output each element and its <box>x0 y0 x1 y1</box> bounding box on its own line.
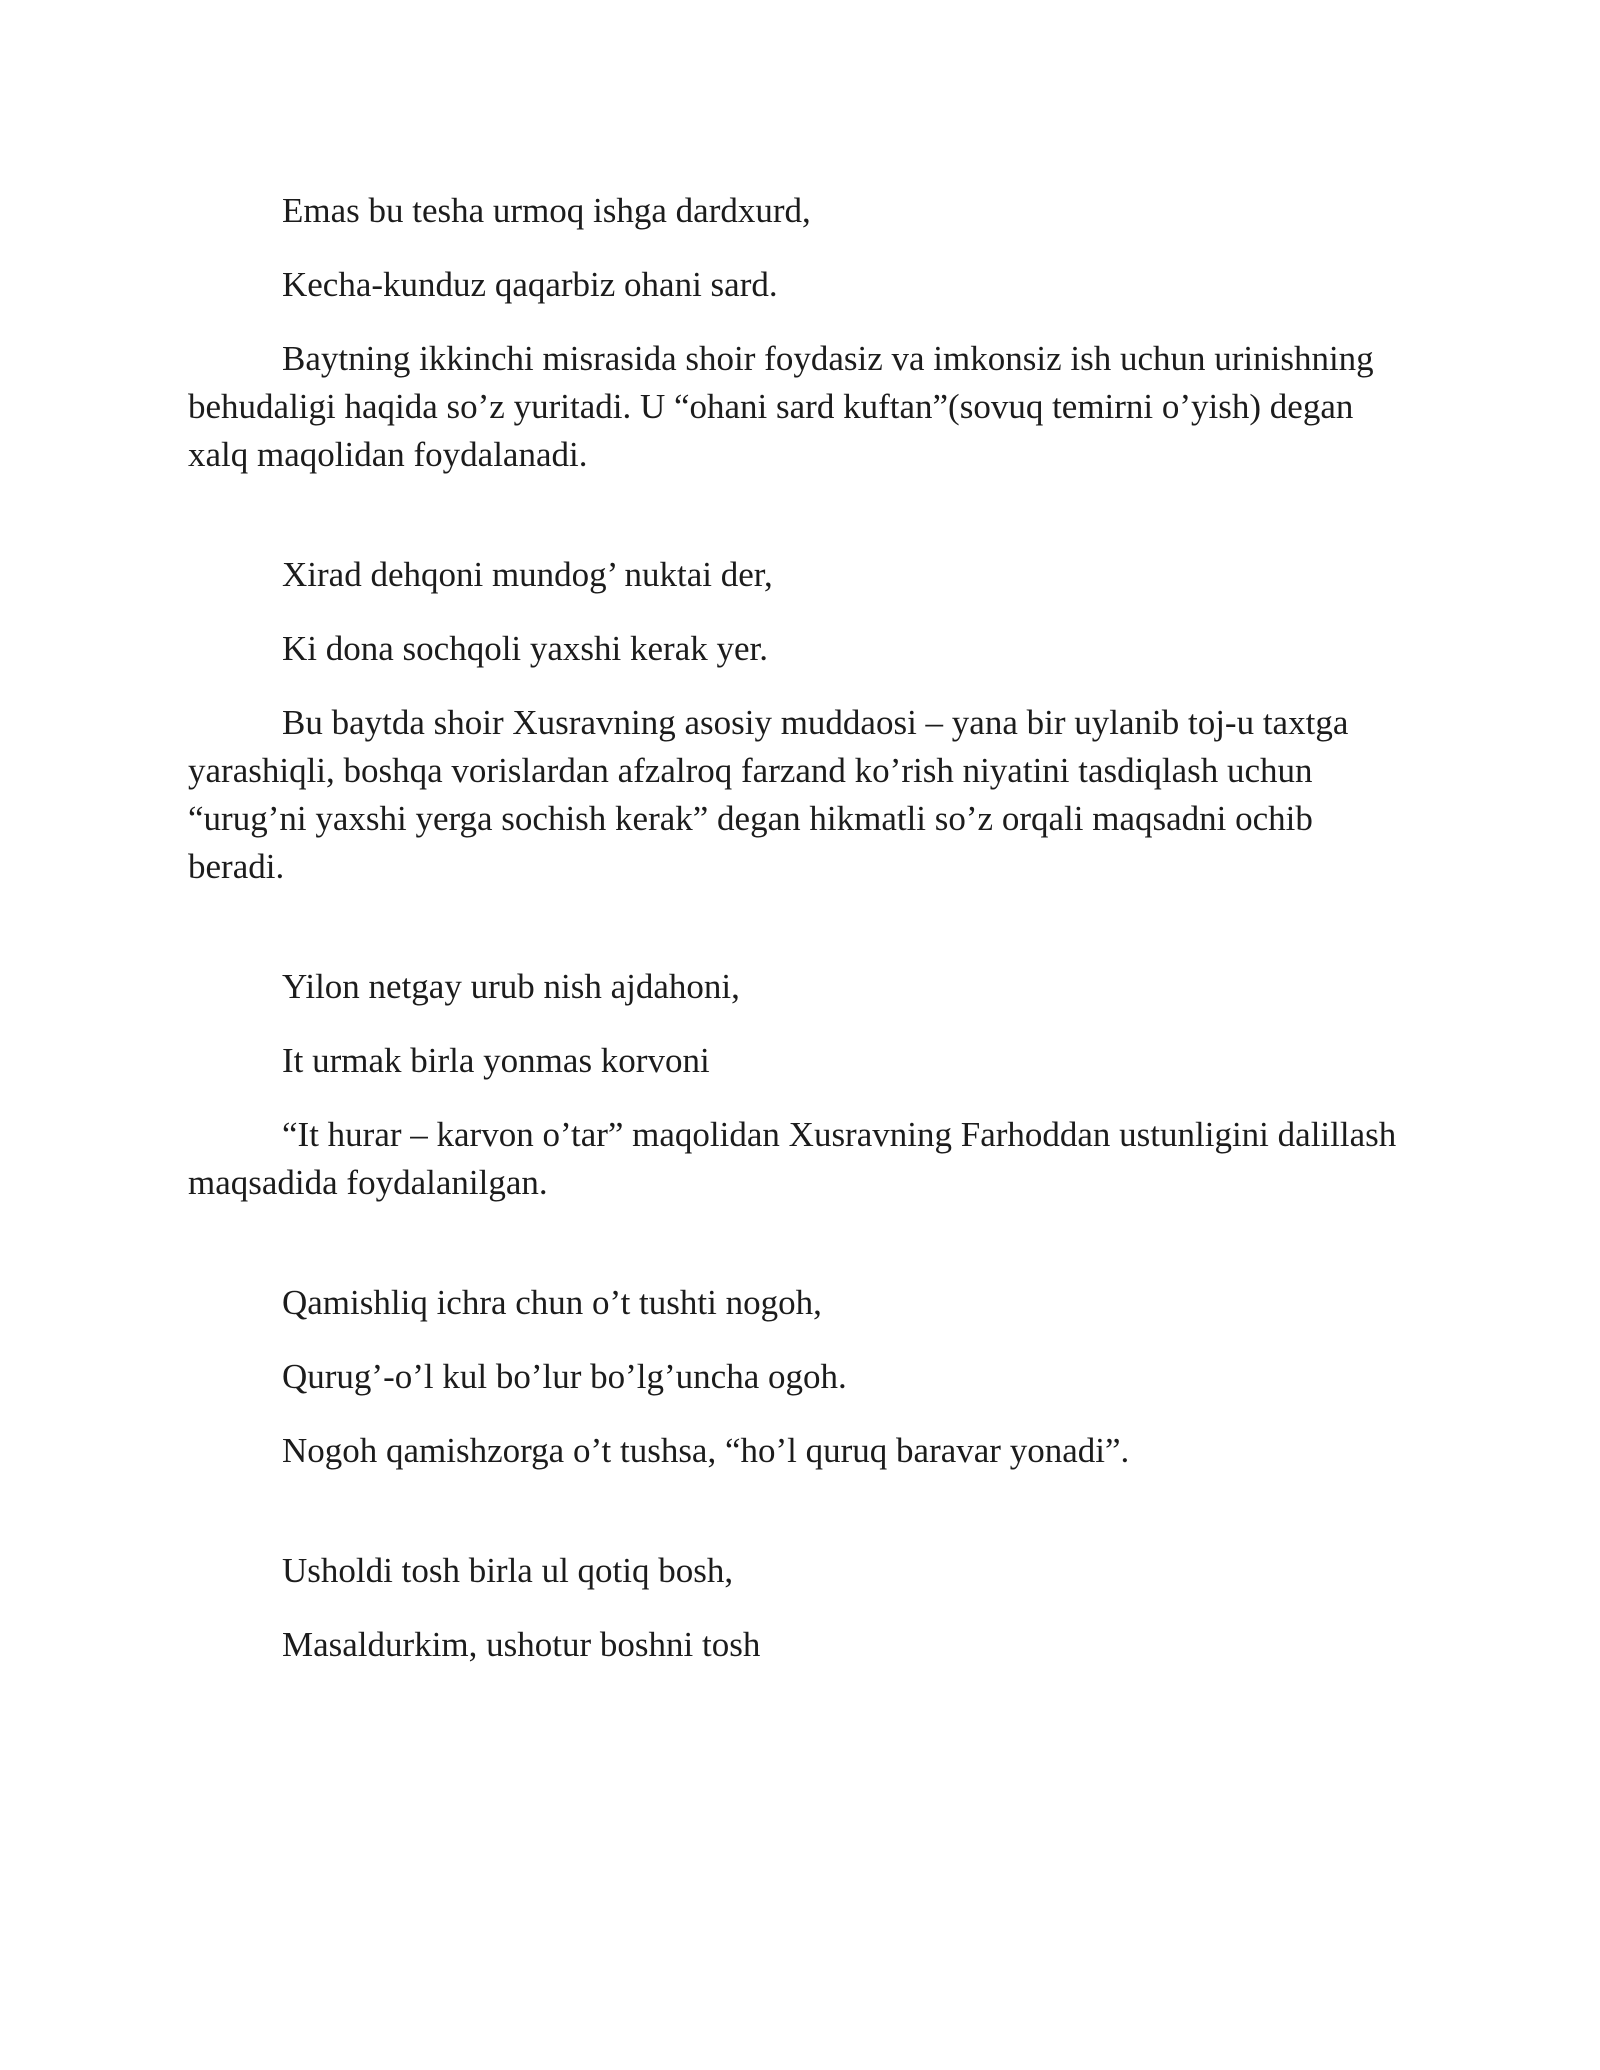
verse-line: Kecha-kunduz qaqarbiz ohani sard. <box>282 265 778 304</box>
verse-block-4 <box>188 1279 1408 1475</box>
verse-line: Ki dona sochqoli yaxshi kerak yer. <box>282 629 769 668</box>
verse-block-5 <box>188 1547 1408 1669</box>
verse-line: Xirad dehqoni mundog’ nuktai der, <box>282 555 773 594</box>
document-body <box>188 187 1408 1695</box>
verse-line: Yilon netgay urub nish ajdahoni, <box>282 967 740 1006</box>
verse-block-2 <box>188 551 1408 891</box>
verse-line: Qamishliq ichra chun o’t tushti nogoh, <box>282 1283 822 1322</box>
verse-block-1 <box>188 187 1408 479</box>
verse-line: Qurug’-o’l kul bo’lur bo’lg’uncha ogoh. <box>282 1357 847 1396</box>
commentary-paragraph: Nogoh qamishzorga o’t tushsa, “ho’l quruq baravar yonadi”. <box>282 1431 1130 1470</box>
verse-block-3 <box>188 963 1408 1207</box>
verse-line: Usholdi tosh birla ul qotiq bosh, <box>282 1551 734 1590</box>
commentary-paragraph: Baytning ikkinchi misrasida shoir foydasiz va imkonsiz ish uchun urinishning behudaligi haqida so’z yuritadi. U “ohani sard kuftan”(sovuq temirni o’yish) degan xalq maqolidan foydalanadi. <box>188 339 1374 474</box>
verse-line: Masaldurkim, ushotur boshni tosh <box>282 1625 761 1664</box>
commentary-paragraph: “It hurar – karvon o’tar” maqolidan Xusravning Farhoddan ustunligini dalillash maqsadida foydalanilgan. <box>188 1115 1397 1202</box>
verse-line: Emas bu tesha urmoq ishga dardxurd, <box>282 191 811 230</box>
verse-line: It urmak birla yonmas korvoni <box>282 1041 710 1080</box>
commentary-paragraph: Bu baytda shoir Xusravning asosiy muddaosi – yana bir uylanib toj-u taxtga yarashiqli, boshqa vorislardan afzalroq farzand ko’rish niyatini tasdiqlash uchun “urug’ni yaxshi yerga sochish kerak” degan hikmatli so’z orqali maqsadni ochib beradi. <box>188 703 1349 886</box>
